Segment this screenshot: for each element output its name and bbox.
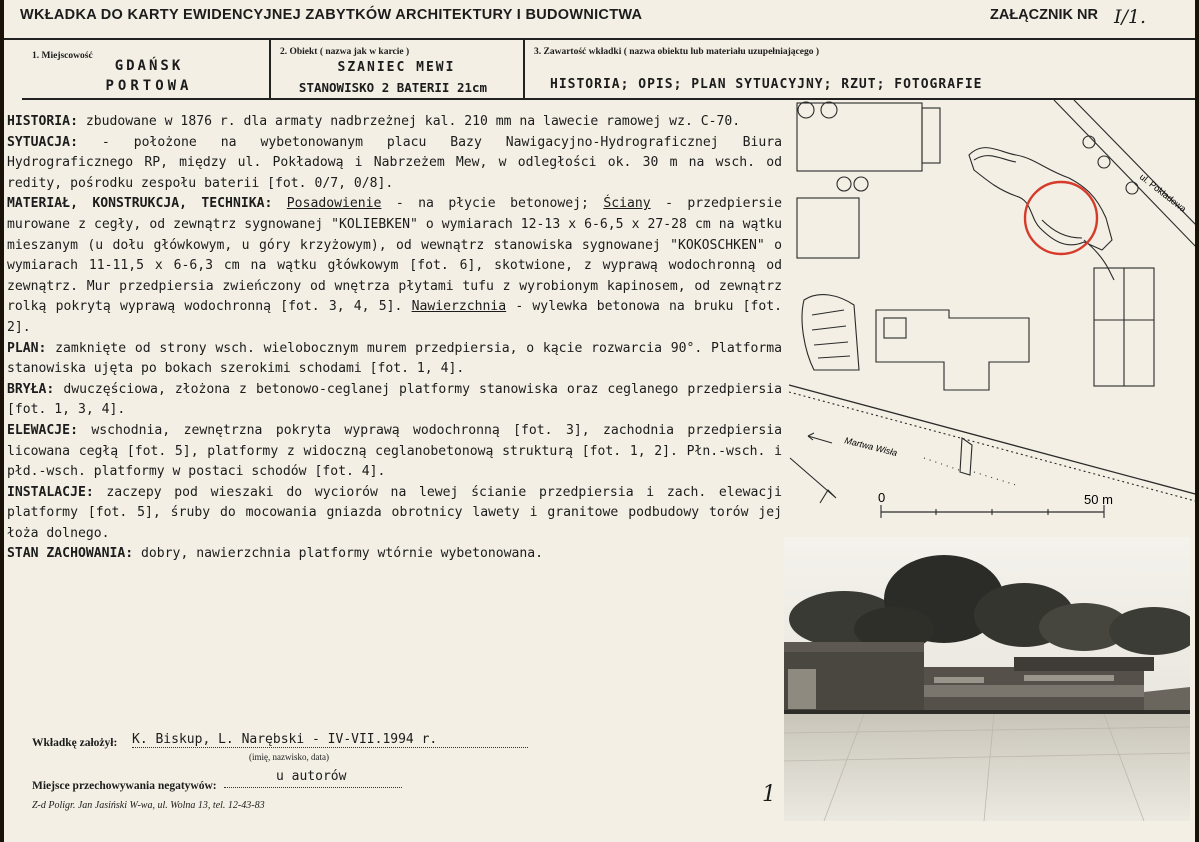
header-rule	[4, 38, 1195, 40]
dotted-path	[974, 472, 1019, 486]
section-instalacje	[7, 483, 782, 545]
sciany-text: - przedpiersie murowane z cegły, od zewnątrz sygnowanej "KOLIEBKEN" o wymiarach 12-13 x 6-6,5 x 27-28 cm na wątku mieszanym (u dołu główkowym, u góry krzyżowym), od wewnątrz stanowiska sygnowanej "KOKOSCHKEN" o wymiarach 11-11,5 x 6-6,3 cm na wątku główkowym [fot. 6], skotwione, z wyprawą wodochronną od zewnątrz. Mur przedpiersia zwieńczony od wnętrza płytami tufu z wyrobionym kapinosem, od zewnątrz rolką pokrytą wyprawą wodochronną [fot. 3, 4, 5].	[7, 196, 782, 315]
section-plan	[7, 339, 782, 380]
site-plan-map	[784, 100, 1195, 530]
earthwork-hatching	[812, 310, 850, 358]
stan-label: STAN ZACHOWANIA:	[7, 546, 134, 562]
tree-symbol	[854, 177, 868, 191]
sciany-label: Ściany	[603, 196, 651, 212]
locality-line2: PORTOWA	[105, 78, 193, 94]
attachment-number: I/1.	[1114, 6, 1147, 28]
elewacje-label: ELEWACJE:	[7, 422, 78, 438]
printer-info: Z-d Poligr. Jan Jasiński W-wa, ul. Wolna 13, tel. 12-43-83	[32, 800, 265, 811]
nawierzchnia-label: Nawierzchnia	[411, 299, 507, 315]
bryla-text: dwuczęściowa, złożona z betonowo-ceglanej platformy stanowiska oraz ceglanego przedpiersia [fot. 1, 3, 4].	[7, 381, 782, 418]
nawierzchnia-text: - wylewka betonowa na bruku [fot. 2].	[7, 299, 782, 335]
tree-symbol	[1126, 182, 1138, 194]
building-outline	[922, 108, 940, 163]
earthwork-outline	[802, 295, 859, 370]
doorway	[788, 669, 816, 709]
historia-text: zbudowane w 1876 r. dla armaty nadbrzeżnej kal. 210 mm na lawecie ramowej wz. C-70.	[77, 114, 741, 129]
bryla-label: BRYŁA:	[7, 381, 55, 397]
storage-dots	[224, 786, 402, 788]
contents-value: HISTORIA; OPIS; PLAN SYTUACYJNY; RZUT; FOTOGRAFIE	[550, 77, 983, 92]
sheet-title: WKŁADKA DO KARTY EWIDENCYJNEJ ZABYTKÓW ARCHITEKTURY I BUDOWNICTWA	[20, 7, 643, 23]
tree-symbol	[798, 102, 814, 118]
section-sytuacja	[7, 133, 782, 195]
battery-photograph	[784, 537, 1190, 821]
tree-symbol	[1083, 136, 1095, 148]
building-outline	[797, 103, 922, 171]
contents-label: 3. Zawartość wkładki ( nazwa obiektu lub materiału uzupełniającego )	[534, 47, 820, 57]
description-text	[7, 112, 782, 565]
posadowienie-text: - na płycie betonowej;	[381, 196, 604, 212]
object-line2: STANOWISKO 2 BATERII 21cm	[298, 80, 488, 95]
founded-value: K. Biskup, L. Narębski - IV-VII.1994 r.	[132, 732, 528, 748]
street-label: ul. Pokładowa	[1137, 171, 1189, 215]
dotted-path	[924, 458, 959, 470]
fortification-inner	[974, 156, 1082, 238]
elewacje-text: wschodnia, zewnętrzna pokryta wyprawą wodochronną [fot. 3], zachodnia przedpiersia licowana cegłą [fot. 5], platformy z widoczną ceglanobetonową strukturą [fot. 1, 2]. Płn.-wsch. i płd.-wsch. platformy w postaci schodów [fot. 4].	[7, 422, 782, 480]
instalacje-text: zaczepy pod wieszaki do wyciorów na lewej ścianie przedpiersia i zach. elewacji platformy [fot. 5], śruby do mocowania gniazda obrotnicy lawety i granitowe podbudowy torów jej łoża dolnego.	[7, 484, 782, 541]
record-sheet	[4, 0, 1195, 842]
posadowienie-label: Posadowienie	[286, 196, 382, 212]
fortification-path	[1084, 240, 1114, 280]
sytuacja-label: SYTUACJA:	[7, 134, 78, 150]
building-outline	[797, 198, 859, 258]
river-label: Martwa Wisła	[843, 435, 899, 458]
pier-symbol	[960, 438, 972, 475]
storage-value: u autorów	[276, 769, 347, 784]
tree-symbol	[821, 102, 837, 118]
riverbank-edge	[789, 392, 1195, 502]
plan-text: zamknięte od strony wsch. wielobocznym murem przedpiersia, o kącie rozwarcia 90°. Platforma stanowiska ujęta po bokach szerokimi schodami [fot. 1, 4].	[7, 340, 782, 377]
plan-label: PLAN:	[7, 340, 47, 356]
central-building	[876, 310, 1029, 390]
section-elewacje	[7, 421, 782, 483]
storage-label: Miejsce przechowywania negatywów:	[32, 780, 217, 792]
object-line1: SZANIEC MEWI	[337, 60, 456, 75]
locality-line1: GDAŃSK	[114, 58, 184, 74]
instalacje-label: INSTALACJE:	[7, 484, 94, 500]
north-arrow-icon	[790, 458, 836, 503]
scale-start-label: 0	[878, 490, 886, 505]
founded-hint: (imię, nazwisko, data)	[249, 752, 329, 762]
attachment-label: ZAŁĄCZNIK NR	[990, 7, 1098, 23]
sytuacja-text: - położone na wybetonowanym placu Bazy Nawigacyjno-Hydrograficznej Biura Hydrograficznego RP, między ul. Pokładową i Nabrzeżem Mew, w odległości ok. 30 m na wsch. od redity, pośrodku zespołu baterii [fot. 0/7, 0/8].	[7, 134, 782, 191]
material-label: MATERIAŁ, KONSTRUKCJA, TECHNIKA:	[7, 196, 273, 212]
section-bryla	[7, 380, 782, 421]
tree-symbol	[1098, 156, 1110, 168]
founded-label: Wkładkę założył:	[32, 737, 118, 749]
scale-end-label: 50 m	[1084, 492, 1113, 507]
platform-steps	[924, 685, 1144, 697]
locality-label: 1. Miejscowość	[32, 51, 93, 61]
building-annex	[884, 318, 906, 338]
page-mark: 1	[762, 782, 776, 807]
street-edge	[1054, 100, 1195, 250]
section-historia	[7, 112, 782, 133]
object-label: 2. Obiekt ( nazwa jak w karcie )	[280, 47, 410, 57]
historia-label: HISTORIA:	[7, 114, 78, 129]
section-material	[7, 194, 782, 338]
tree-symbol	[837, 177, 851, 191]
section-stan	[7, 544, 782, 565]
stan-text: dobry, nawierzchnia platformy wtórnie wybetonowana.	[133, 546, 544, 562]
